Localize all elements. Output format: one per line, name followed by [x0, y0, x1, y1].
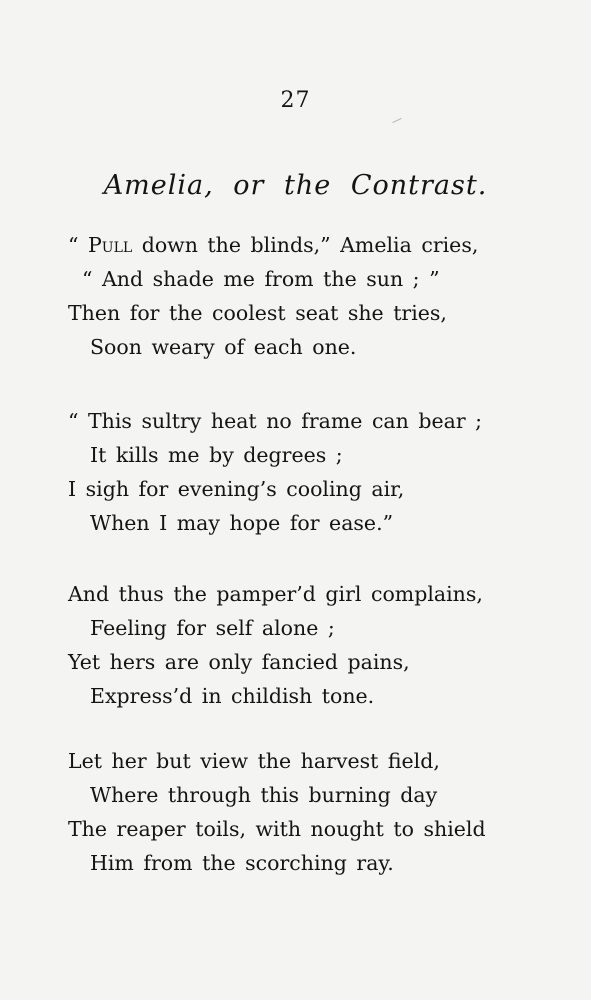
poem-line: Where through this burning day [90, 783, 438, 807]
poem-title: Amelia, or the Contrast. [103, 170, 488, 201]
poem-line: Let her but view the harvest field, [68, 749, 440, 773]
poem-line: It kills me by degrees ; [90, 443, 343, 467]
paper-speck [392, 118, 401, 123]
stanza-4 [68, 744, 548, 880]
poem-line: When I may hope for ease.” [90, 511, 394, 535]
poem-line: “ And shade me from the sun ; ” [82, 267, 440, 291]
poem-line: Express’d in childish tone. [90, 684, 375, 708]
poem-line: Soon weary of each one. [90, 335, 357, 359]
poem-line: Yet hers are only fancied pains, [68, 650, 410, 674]
poem-line: And thus the pamper’d girl complains, [68, 582, 483, 606]
page-number: 27 [280, 88, 311, 113]
stanza-3 [68, 577, 548, 713]
poem-line: Then for the coolest seat she tries, [68, 301, 447, 325]
poem-line: “ This sultry heat no frame can bear ; [68, 409, 483, 433]
stanza-1 [68, 228, 548, 364]
poem-line: Him from the scorching ray. [90, 851, 394, 875]
poem-line: Feeling for self alone ; [90, 616, 335, 640]
poem-line: I sigh for evening’s cooling air, [68, 477, 405, 501]
poem-line: The reaper toils, with nought to shield [68, 817, 486, 841]
poem-line: “ Pull down the blinds,” Amelia cries, [68, 233, 479, 257]
stanza-2 [68, 404, 548, 540]
